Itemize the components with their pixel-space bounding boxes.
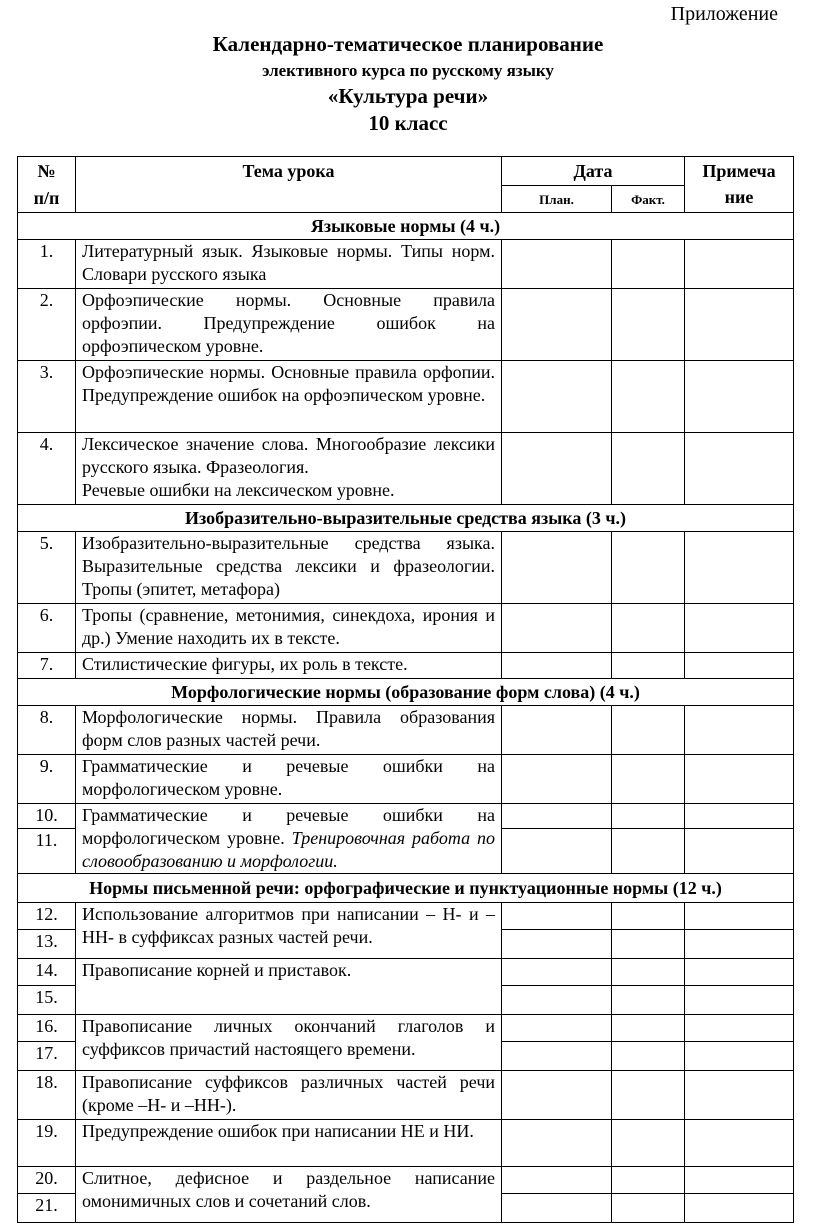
row-topic: Морфологические нормы. Правила образования форм слов разных частей речи. [76, 706, 502, 755]
fact-cell [612, 1120, 685, 1167]
document-title [0, 31, 816, 137]
note-cell [685, 959, 794, 986]
row-topic: Правописание личных окончаний глаголов и суффиксов причастий настоящего времени. [76, 1015, 502, 1071]
note-cell [685, 532, 794, 604]
plan-cell [502, 986, 612, 1015]
note-cell [685, 1042, 794, 1071]
row-topic: Литературный язык. Языковые нормы. Типы норм. Словари русского языка [76, 240, 502, 289]
row-topic: Использование алгоритмов при написании – Н- и –НН- в суффиксах разных частей речи. [76, 903, 502, 959]
row-topic: Изобразительно-выразительные средства языка. Выразительные средства лексики и фразеологии. Тропы (эпитет, метафора) [76, 532, 502, 604]
fact-cell [612, 903, 685, 930]
fact-cell [612, 829, 685, 874]
row-topic-part: Грамматические и речевые ошибки на морфологическом уровне. [82, 805, 495, 848]
note-cell [685, 986, 794, 1015]
fact-cell [612, 986, 685, 1015]
section-title-1: Языковые нормы (4 ч.) [18, 213, 794, 240]
fact-cell [612, 653, 685, 679]
row-number: 17. [18, 1042, 76, 1071]
row-number: 19. [18, 1120, 76, 1167]
plan-cell [502, 959, 612, 986]
fact-cell [612, 1167, 685, 1194]
note-cell [685, 903, 794, 930]
fact-cell [612, 755, 685, 804]
row-number: 15. [18, 986, 76, 1015]
plan-cell [502, 1071, 612, 1120]
fact-cell [612, 433, 685, 505]
plan-cell [502, 930, 612, 959]
note-cell [685, 804, 794, 829]
header-note-line2: ние [724, 187, 754, 207]
section-row [18, 874, 794, 903]
row-number: 18. [18, 1071, 76, 1120]
row-topic: Правописание суффиксов различных частей речи (кроме –Н- и –НН-). [76, 1071, 502, 1120]
section-title-3: Морфологические нормы (образование форм слова) (4 ч.) [18, 679, 794, 706]
note-cell [685, 930, 794, 959]
row-number: 14. [18, 959, 76, 986]
plan-table [17, 156, 794, 1223]
title-line-1: Календарно-тематическое планирование [212, 32, 604, 56]
table-row [18, 1015, 794, 1042]
table-row [18, 433, 794, 505]
row-number: 16. [18, 1015, 76, 1042]
row-number: 8. [18, 706, 76, 755]
row-number: 11. [18, 829, 76, 874]
note-cell [685, 361, 794, 433]
plan-cell [502, 706, 612, 755]
header-topic: Тема урока [76, 157, 502, 213]
fact-cell [612, 604, 685, 653]
note-cell [685, 289, 794, 361]
plan-cell [502, 653, 612, 679]
title-line-4: 10 класс [368, 111, 448, 135]
plan-cell [502, 289, 612, 361]
table-row [18, 804, 794, 829]
row-topic: Грамматические и речевые ошибки на морфологическом уровне. [76, 755, 502, 804]
row-topic-part: Лексическое значение слова. Многообразие лексики русского языка. Фразеология. [82, 434, 495, 477]
plan-cell [502, 240, 612, 289]
row-number: 5. [18, 532, 76, 604]
table-row [18, 289, 794, 361]
note-cell [685, 706, 794, 755]
note-cell [685, 755, 794, 804]
header-fact: Факт. [612, 186, 685, 213]
plan-cell [502, 361, 612, 433]
table-row [18, 1167, 794, 1194]
row-number: 9. [18, 755, 76, 804]
row-number: 1. [18, 240, 76, 289]
row-topic: Слитное, дефисное и раздельное написание омонимичных слов и сочетаний слов. [76, 1167, 502, 1223]
note-cell [685, 1167, 794, 1194]
plan-cell [502, 1015, 612, 1042]
table-row [18, 706, 794, 755]
header-note-line1: Примеча [702, 161, 776, 181]
header-note [685, 157, 794, 213]
row-topic: Орфоэпические нормы. Основные правила орфоэпии. Предупреждение ошибок на орфоэпическом уровне. [76, 289, 502, 361]
header-row [18, 157, 794, 186]
plan-cell [502, 829, 612, 874]
table-row [18, 532, 794, 604]
section-title-4: Нормы письменной речи: орфографические и пунктуационные нормы (12 ч.) [18, 874, 794, 903]
fact-cell [612, 1015, 685, 1042]
plan-cell [502, 804, 612, 829]
row-topic [76, 804, 502, 874]
row-number: 20. [18, 1167, 76, 1194]
row-number: 4. [18, 433, 76, 505]
plan-cell [502, 532, 612, 604]
table-row [18, 903, 794, 930]
row-number: 10. [18, 804, 76, 829]
note-cell [685, 433, 794, 505]
note-cell [685, 240, 794, 289]
table-row [18, 1071, 794, 1120]
note-cell [685, 1015, 794, 1042]
table-row [18, 959, 794, 986]
note-cell [685, 1071, 794, 1120]
note-cell [685, 1120, 794, 1167]
table-row [18, 653, 794, 679]
row-number: 2. [18, 289, 76, 361]
plan-cell [502, 1167, 612, 1194]
table-row [18, 755, 794, 804]
header-num-line1: № [37, 160, 56, 181]
plan-cell [502, 1042, 612, 1071]
fact-cell [612, 240, 685, 289]
section-row [18, 505, 794, 532]
note-cell [685, 829, 794, 874]
plan-cell [502, 1120, 612, 1167]
fact-cell [612, 804, 685, 829]
fact-cell [612, 1042, 685, 1071]
plan-cell [502, 1194, 612, 1223]
plan-cell [502, 433, 612, 505]
title-line-3: «Культура речи» [327, 84, 489, 108]
header-date: Дата [502, 157, 685, 186]
row-topic: Предупреждение ошибок при написании НЕ и НИ. [76, 1120, 502, 1167]
row-number: 21. [18, 1194, 76, 1223]
note-cell [685, 1194, 794, 1223]
table-row [18, 361, 794, 433]
row-topic-part: Речевые ошибки на лексическом уровне. [82, 480, 395, 500]
row-number: 3. [18, 361, 76, 433]
plan-cell [502, 755, 612, 804]
row-topic: Правописание корней и приставок. [76, 959, 502, 1015]
row-number: 7. [18, 653, 76, 679]
section-title-2: Изобразительно-выразительные средства языка (3 ч.) [18, 505, 794, 532]
note-cell [685, 653, 794, 679]
fact-cell [612, 361, 685, 433]
row-topic: Орфоэпические нормы. Основные правила орфопии. Предупреждение ошибок на орфоэпическом уровне. [76, 361, 502, 433]
row-topic: Стилистические фигуры, их роль в тексте. [76, 653, 502, 679]
header-plan: План. [502, 186, 612, 213]
fact-cell [612, 532, 685, 604]
note-cell [685, 604, 794, 653]
row-number: 13. [18, 930, 76, 959]
section-row [18, 213, 794, 240]
table-row [18, 240, 794, 289]
table-row [18, 1120, 794, 1167]
table-row [18, 604, 794, 653]
title-line-2: элективного курса по русскому языку [262, 61, 554, 80]
fact-cell [612, 959, 685, 986]
fact-cell [612, 289, 685, 361]
plan-cell [502, 903, 612, 930]
row-number: 6. [18, 604, 76, 653]
fact-cell [612, 1071, 685, 1120]
section-row [18, 679, 794, 706]
header-num [18, 157, 76, 213]
fact-cell [612, 1194, 685, 1223]
plan-cell [502, 604, 612, 653]
row-topic: Тропы (сравнение, метонимия, синекдоха, ирония и др.) Умение находить их в тексте. [76, 604, 502, 653]
fact-cell [612, 706, 685, 755]
row-number: 12. [18, 903, 76, 930]
header-num-line2: п/п [33, 187, 60, 208]
fact-cell [612, 930, 685, 959]
appendix-label: Приложение [670, 3, 778, 25]
row-topic-italic: Тренировочная работа по словообразованию и морфологии. [82, 828, 495, 871]
row-topic [76, 433, 502, 505]
